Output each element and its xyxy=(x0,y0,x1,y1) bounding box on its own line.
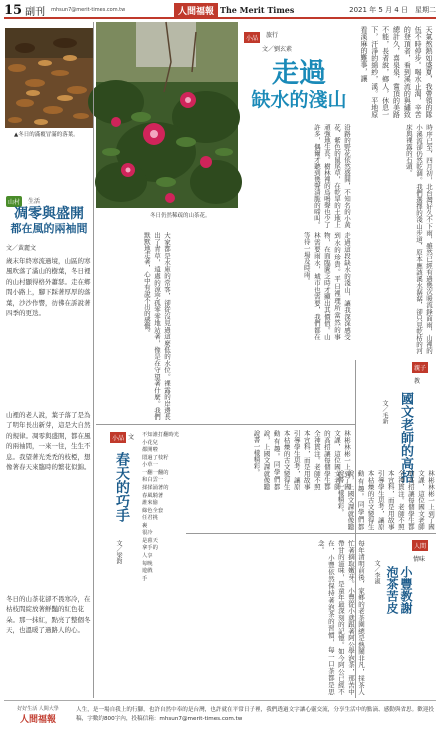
left-byline: 文／黃麗文 xyxy=(6,245,37,252)
main-article-tag xyxy=(244,32,260,43)
left-body-3: 冬日的山茶花卻不畏寒冷，在枯枝間綻放著鮮豔的紅色花朵。那一抹紅，點亮了整個冬天，也溫暖了過路人的心。 xyxy=(6,595,91,635)
logo-cn: 人間福報 xyxy=(174,3,218,18)
leaf-litter-image xyxy=(5,28,93,128)
poem-line: 揉揉涌著的 xyxy=(142,484,169,491)
main-title xyxy=(246,58,352,112)
spring-byline: 文／梁鈞 xyxy=(115,540,122,564)
spring-poem xyxy=(142,432,180,694)
main-body-col4: 大家都是水庫的常客，卻從沒見過這麼低的水位。裸露的岸邊長出了青草，遠處的涼亭孤零零地站著，像是在守望著什麼。我們默默地走著，心中有說不出的感慨。 xyxy=(142,232,171,420)
main-body-col1: 時序已至，四月初，北台灣好久不下雨，雖然已經有過幾次暖流鋒面雨，山裡的小溪流卻仍然乾涸。我們選擇的淺山步道，原本應該溪水潺潺，卻只見乾枯的河床與裸露的石頭。 xyxy=(404,124,433,354)
section-name: 副刊 xyxy=(25,6,46,18)
spring-tag-b: 文 xyxy=(128,434,135,441)
newspaper-logo xyxy=(174,3,294,17)
spring-tag xyxy=(110,432,126,443)
page-number: 15 xyxy=(4,2,23,18)
left-body-2: 山裡的老人說，葉子落了是為了明年長出新芽，這是大自然的規律。凋零與盛開，都在風的兩袖間，一來一往，生生不息。我望著光禿禿的枝椏，想像著春天來臨時的繁花似錦。 xyxy=(6,411,91,471)
teacher-tag-a: 親子 xyxy=(414,365,427,372)
main-tag-a: 小品 xyxy=(246,35,259,42)
photo-camellia xyxy=(96,22,238,208)
poem-line: 遊戲 xyxy=(142,568,153,575)
tofu-title-line1: 小豐教謝 xyxy=(399,566,413,614)
left-tag: 山村 xyxy=(8,199,21,206)
main-byline: 文／劉玄素 xyxy=(262,46,293,53)
teacher-body: 林彬林彬一上到了國文課，這位國文老師的高招讓每個學生都全神貫注。老師不照本宣科，而是用故事引導學生思考，讓原本枯燥的古文變得生動有趣。同學們都說，上國文課就像聽說書一樣精彩。 xyxy=(252,430,351,490)
page-header xyxy=(4,3,436,19)
poem-line: 春風騎著 xyxy=(142,492,164,499)
left-tag-suffix: 生活 xyxy=(28,198,41,205)
issue-date: 2021 年 5 月 4 日 星期二 xyxy=(349,6,436,14)
poem-line: 一翻一翻的 xyxy=(142,469,169,476)
teacher-body-right: 林彬林彬一上到了國文課，這位國文老師的高招讓每個學生都全神貫注。老師不照本宣科，而是用故事引導學生思考，讓原本枯燥的古文變得生動有趣。同學們都說，上國文課就像聽說書一樣精彩。 xyxy=(336,470,435,530)
bottom-ad[interactable] xyxy=(4,700,436,728)
tofu-tag xyxy=(412,540,428,551)
photo-left-caption: ▲冬日的滿覆冒滿的落葉。 xyxy=(14,132,79,138)
tofu-tag-a: 人間 xyxy=(414,543,427,550)
main-title-line2: 缺水的淺山 xyxy=(251,89,347,111)
main-tag-b: 旅行 xyxy=(266,32,279,39)
main-title-line1: 走過 xyxy=(272,58,326,89)
spring-title: 春天的巧手 xyxy=(114,452,130,522)
ad-brand xyxy=(4,702,72,728)
poem-line: 綠色全套 xyxy=(142,507,164,514)
poem-line: 都開啦 xyxy=(142,447,158,454)
poem-line: 裹 xyxy=(142,522,148,529)
tofu-title-line2: 泡茶苦皮 xyxy=(385,566,399,614)
left-title xyxy=(6,206,92,236)
main-body-col2: 沿路的野花依然盛開，不知名的小黃花、紫色的鼠尾草，在乾旱的土地上頑強地生長。樹林裡的鳥鳴聲也少了許多，偶爾才聽到幾聲清脆的啼叫。 xyxy=(312,124,351,228)
tofu-byline: 文／李淑 xyxy=(373,560,380,584)
photo-main-caption: 冬日仍然稀疏的山茶花。 xyxy=(150,213,211,219)
camellia-image xyxy=(96,22,238,208)
poem-line: 誰來偷 xyxy=(142,500,158,507)
poem-line: 很冷 xyxy=(142,530,153,537)
ad-text: 人生，是一場自我上的行腳，也許自然中奉的是台灣，也許就在平常日子裡，我們透過文字讓心靈交流，分享生活中的點滴、感動與省思。歡迎投稿，字數約800字內，投稿信箱：mhsun7@merit-times.com.tw xyxy=(76,707,435,722)
teacher-title: 國文老師的高招 xyxy=(398,392,413,483)
ad-brand-sub: 好好生活 人間大學 xyxy=(17,705,59,712)
teacher-tag xyxy=(412,362,428,373)
photo-leaf-litter xyxy=(5,28,93,128)
tofu-divider xyxy=(186,533,436,534)
poem-line: 小草一 xyxy=(142,462,158,469)
poem-line: 悶過了枝籽 xyxy=(142,454,169,461)
left-body-1: 歲末年終寒流過境，山區的寒風吹落了滿山的樹葉，冬日裡的山村顯得格外蕭瑟。走在鄉間小路上，腳下踩著厚厚的落葉，沙沙作響，彷彿在訴說著四季的更迭。 xyxy=(6,257,91,317)
ad-brand-name: 人間福報 xyxy=(19,714,56,725)
left-title-line1: 凋零與盛開 xyxy=(14,206,84,222)
main-body-col3: 走過這段缺水的淺山，讓我深深感受到水的珍貴。平日裡理所當然的事物，在面臨匱乏時才顯出其價值。山林需要雨水，城市也需要，我們都在等待一場及時雨。 xyxy=(302,232,351,340)
teacher-tag-b: 教 xyxy=(414,378,421,385)
mid-divider xyxy=(96,424,356,425)
logo-en: The Merit Times xyxy=(220,5,295,15)
left-title-line2: 都在風的兩袖間 xyxy=(10,222,88,235)
poem-line: 拿手的 xyxy=(142,545,158,552)
tofu-tag-b: 情味 xyxy=(413,556,426,563)
tofu-body: 每年清明前後，家鄉的老茶園總是熱鬧非凡，採茶人忙著摘取嫩芽。小豐從小就跟著阿公學泡茶，那苦中帶甘的滋味，是童年最深刻的記憶。如今阿公已經不在，小豐依然保持著泡茶的習慣，每一口茶都是思念。 xyxy=(316,540,365,695)
left-divider xyxy=(93,22,94,698)
teacher-byline: 文／毛新 xyxy=(381,400,388,424)
poem-line: 小花兒 xyxy=(142,439,158,446)
header-email[interactable]: mhsun7@merit-times.com.tw xyxy=(51,7,126,13)
poem-line: 不知誰打翻時光 xyxy=(142,432,180,438)
poem-line: 是暮天 xyxy=(142,537,158,544)
poem-line: 和白雲一 xyxy=(142,477,164,484)
poem-line: 手 xyxy=(142,575,148,582)
spring-tag-a: 小品 xyxy=(112,435,125,442)
poem-line: 每晚 xyxy=(142,560,153,567)
poem-line: 任君挑 xyxy=(142,515,158,522)
main-intro: 天氣熬熱如盛夏，我帶領的隊伍不時停步。喝水止渴，辛苦的登頂者，看到溪流的與繡致總計久，喜泉泉，嘗頂的美路不能，長者說，鄉人，休息一下，汗淨的綿紗，溪。平地原看溪麻的難事，讓 xyxy=(359,26,433,118)
poem-line: 人享 xyxy=(142,553,153,559)
